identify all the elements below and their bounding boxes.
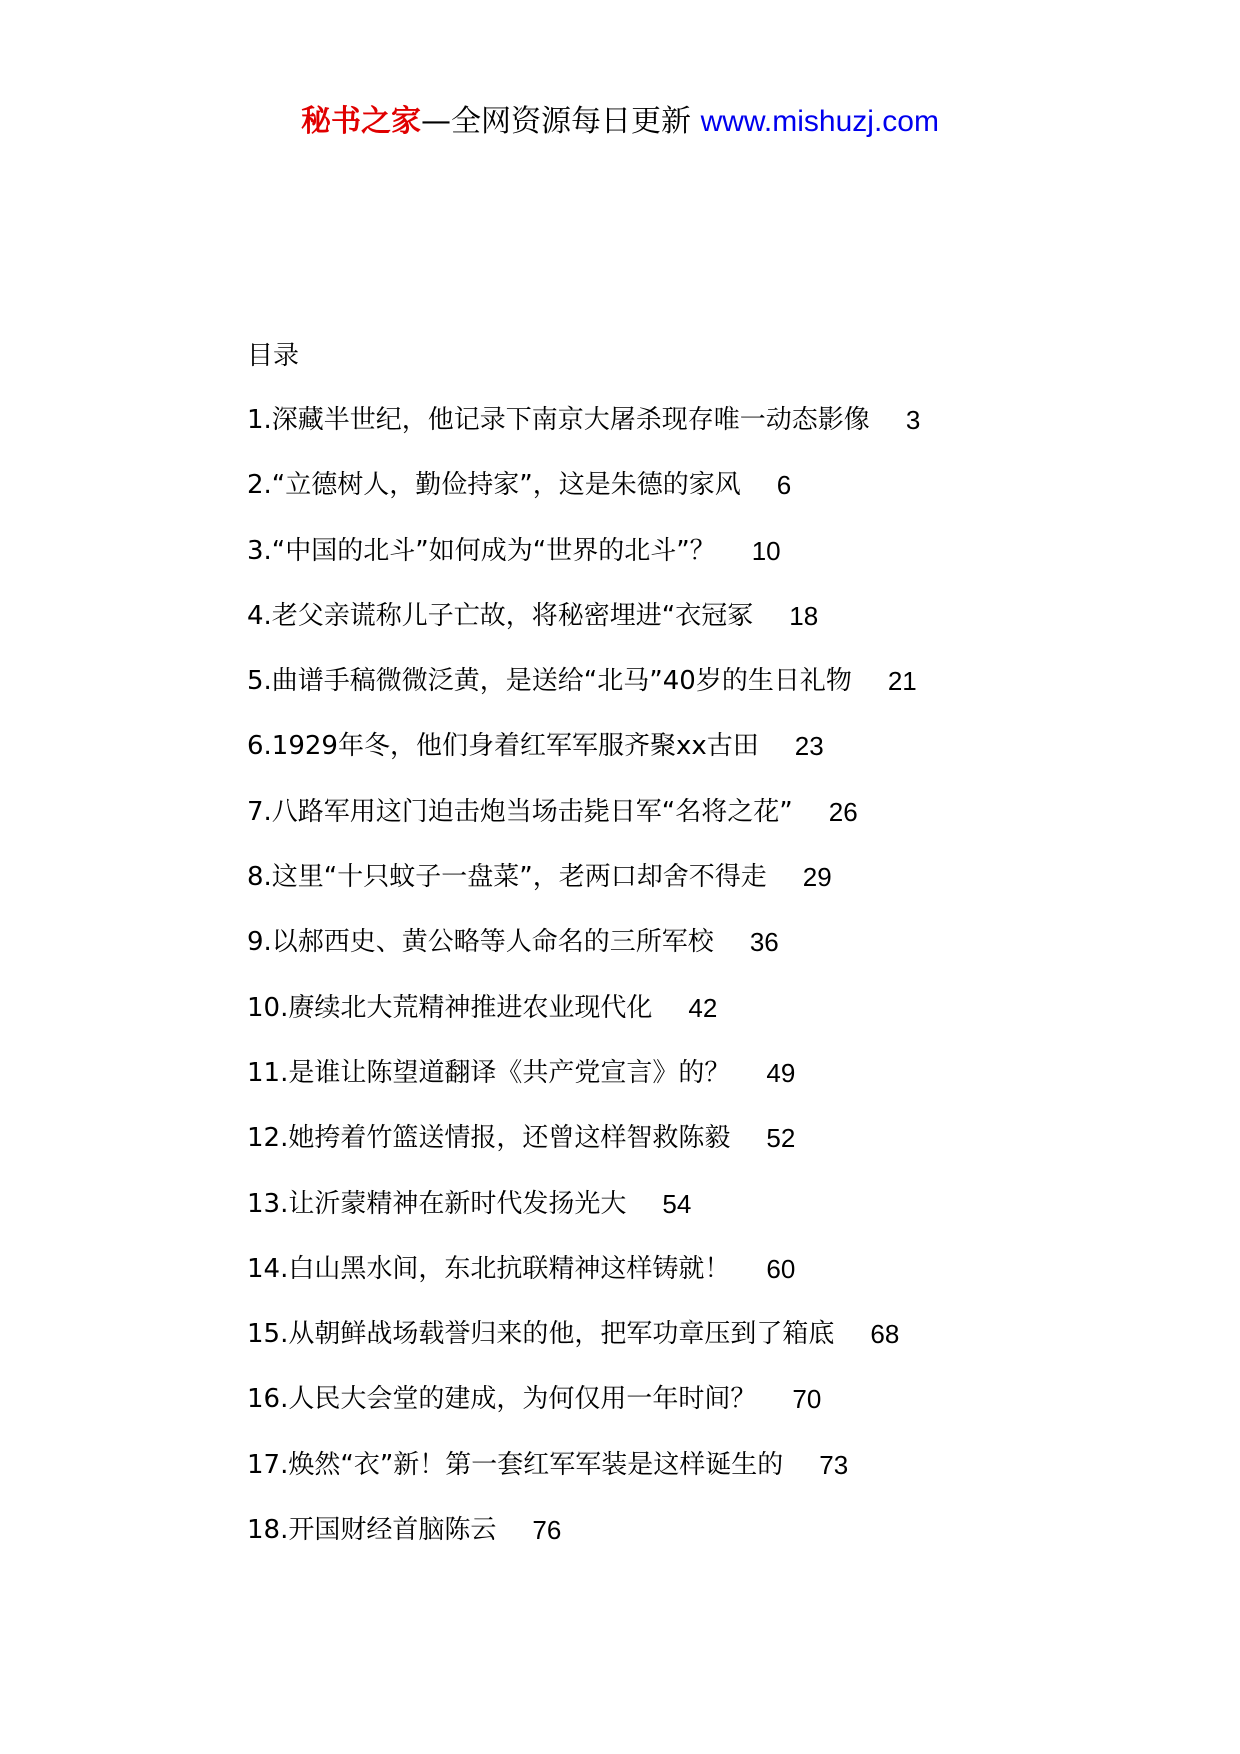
toc-entry-page: 6 bbox=[776, 470, 792, 501]
toc-entry[interactable] bbox=[247, 1184, 1067, 1249]
toc-entry-page: 18 bbox=[789, 600, 819, 631]
toc-entry[interactable] bbox=[247, 726, 1067, 791]
toc-entry[interactable] bbox=[247, 1118, 1067, 1183]
toc-entry-title: 2.“立德树人，勤俭持家”，这是朱德的家风 bbox=[247, 470, 741, 501]
toc-entry-page: 21 bbox=[887, 666, 917, 697]
toc-entry-title: 5.曲谱手稿微微泛黄，是送给“北马”40岁的生日礼物 bbox=[247, 666, 852, 697]
toc-entry-title: 10.赓续北大荒精神推进农业现代化 bbox=[247, 992, 653, 1023]
toc-entry[interactable] bbox=[247, 1053, 1067, 1118]
toc-entry-title: 14.白山黑水间，东北抗联精神这样铸就！ bbox=[247, 1253, 731, 1284]
toc-entry-page: 76 bbox=[532, 1515, 562, 1546]
toc-entry-page: 26 bbox=[828, 796, 858, 827]
toc-entry-page: 29 bbox=[802, 862, 832, 893]
website-link[interactable]: www.mishuzj.com bbox=[700, 105, 939, 138]
toc-entry-page: 73 bbox=[819, 1449, 849, 1480]
toc-entry-title: 17.焕然“衣”新！第一套红军军装是这样诞生的 bbox=[247, 1449, 784, 1480]
toc-entry[interactable] bbox=[247, 465, 1067, 530]
page-header bbox=[0, 100, 1240, 144]
toc-entry[interactable] bbox=[247, 792, 1067, 857]
toc-entry-page: 70 bbox=[792, 1384, 822, 1415]
toc-entry-page: 54 bbox=[662, 1188, 692, 1219]
toc-entry[interactable] bbox=[247, 1379, 1067, 1444]
table-of-contents bbox=[247, 400, 1067, 1575]
toc-entry[interactable] bbox=[247, 531, 1067, 596]
toc-entry-title: 11.是谁让陈望道翻译《共产党宣言》的？ bbox=[247, 1057, 731, 1088]
toc-entry-title: 18.开国财经首脑陈云 bbox=[247, 1515, 497, 1546]
toc-entry[interactable] bbox=[247, 400, 1067, 465]
toc-entry[interactable] bbox=[247, 661, 1067, 726]
toc-entry-page: 60 bbox=[766, 1253, 796, 1284]
toc-entry-page: 10 bbox=[751, 535, 781, 566]
toc-entry[interactable] bbox=[247, 596, 1067, 661]
brand-name: 秘书之家 bbox=[301, 104, 422, 139]
toc-entry-title: 16.人民大会堂的建成，为何仅用一年时间？ bbox=[247, 1384, 757, 1415]
toc-entry-title: 13.让沂蒙精神在新时代发扬光大 bbox=[247, 1188, 627, 1219]
header-tagline: —全网资源每日更新 bbox=[421, 104, 701, 139]
toc-entry-page: 52 bbox=[766, 1123, 796, 1154]
toc-entry[interactable] bbox=[247, 1445, 1067, 1510]
toc-entry-title: 3.“中国的北斗”如何成为“世界的北斗”？ bbox=[247, 535, 716, 566]
toc-entry[interactable] bbox=[247, 988, 1067, 1053]
toc-entry-title: 8.这里“十只蚊子一盘菜”，老两口却舍不得走 bbox=[247, 862, 767, 893]
toc-title: 目录 bbox=[247, 341, 300, 371]
toc-entry-page: 3 bbox=[905, 405, 921, 435]
toc-entry-title: 9.以郝西史、黄公略等人命名的三所军校 bbox=[247, 927, 714, 958]
toc-entry-page: 23 bbox=[794, 731, 824, 762]
toc-entry-page: 49 bbox=[766, 1057, 796, 1088]
toc-entry-page: 36 bbox=[749, 927, 779, 958]
toc-entry-page: 68 bbox=[870, 1319, 900, 1350]
toc-entry[interactable] bbox=[247, 1510, 1067, 1575]
toc-entry-title: 15.从朝鲜战场载誉归来的他，把军功章压到了箱底 bbox=[247, 1319, 835, 1350]
toc-entry[interactable] bbox=[247, 1249, 1067, 1314]
toc-entry-title: 1.深藏半世纪，他记录下南京大屠杀现存唯一动态影像 bbox=[247, 405, 870, 435]
toc-entry-title: 6.1929年冬，他们身着红军军服齐聚xx古田 bbox=[247, 731, 759, 762]
toc-entry[interactable] bbox=[247, 857, 1067, 922]
toc-entry-title: 12.她挎着竹篮送情报，还曾这样智救陈毅 bbox=[247, 1123, 731, 1154]
toc-entry[interactable] bbox=[247, 922, 1067, 987]
toc-entry-page: 42 bbox=[688, 992, 718, 1023]
toc-entry[interactable] bbox=[247, 1314, 1067, 1379]
toc-entry-title: 7.八路军用这门迫击炮当场击毙日军“名将之花” bbox=[247, 796, 793, 827]
toc-entry-title: 4.老父亲谎称儿子亡故，将秘密埋进“衣冠冢 bbox=[247, 600, 754, 631]
